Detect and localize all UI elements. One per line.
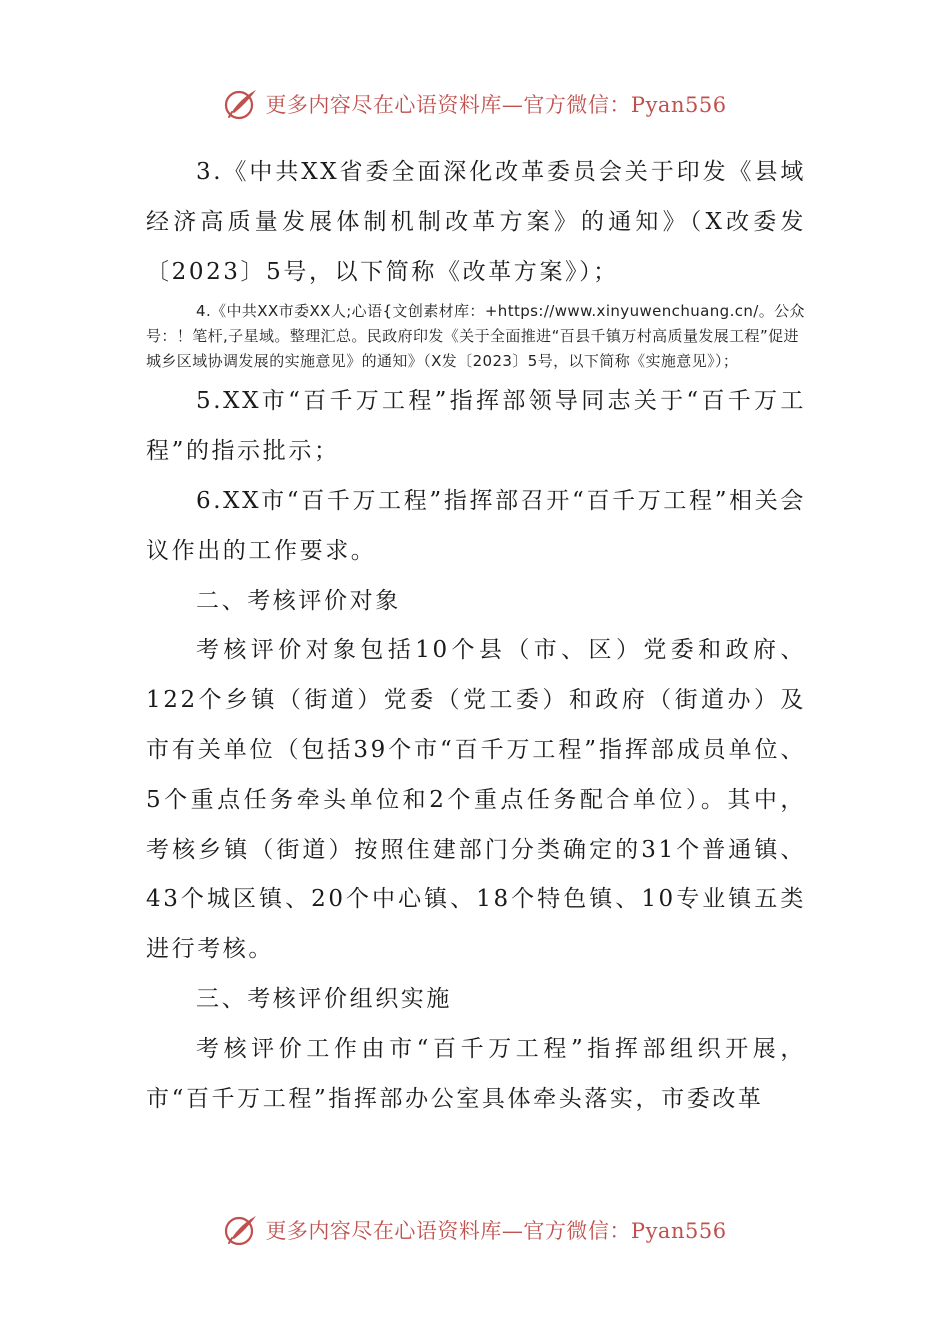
paragraph-item-4: 4.《中共XX市委XX人;心语{文创素材库：+https://www.xinyuwenchuang.cn/。公众号：！笔杆,子星域。整理汇总。民政府印发《关于全面推进“百县千镇万村高质量发展工程”促进城乡区域协调发展的实施意见》的通知》（X发〔2023〕5号，以下简称《实施意见》）； [146, 302, 805, 371]
document-body [146, 148, 806, 1124]
quill-logo-icon [223, 86, 259, 122]
paragraph-item-3: 3.《中共XX省委全面深化改革委员会关于印发《县域经济高质量发展体制机制改革方案》的通知》（X改委发〔2023〕5号，以下简称《改革方案》）； [146, 159, 806, 285]
watermark-text: 更多内容尽在心语资料库—官方微信：Pyan556 [265, 1219, 727, 1243]
paragraph-item-5: 5.XX市“百千万工程”指挥部领导同志关于“百千万工程”的指示批示； [146, 388, 806, 465]
watermark-text: 更多内容尽在心语资料库—官方微信：Pyan556 [265, 93, 727, 117]
section-heading-2: 二、考核评价对象 [196, 587, 401, 614]
quill-logo-icon [223, 1212, 259, 1248]
section-heading-3: 三、考核评价组织实施 [196, 985, 452, 1012]
paragraph-organization: 考核评价工作由市“百千万工程”指挥部组织开展，市“百千万工程”指挥部办公室具体牵头落实，市委改革 [146, 1035, 806, 1112]
header-watermark [0, 84, 950, 124]
paragraph-item-6: 6.XX市“百千万工程”指挥部召开“百千万工程”相关会议作出的工作要求。 [146, 487, 806, 564]
paragraph-assessment-objects: 考核评价对象包括10个县（市、区）党委和政府、122个乡镇（街道）党委（党工委）和政府（街道办）及市有关单位（包括39个市“百千万工程”指挥部成员单位、5个重点任务牵头单位和2个重点任务配合单位）。其中，考核乡镇（街道）按照住建部门分类确定的31个普通镇、43个城区镇、20个中心镇、18个特色镇、10专业镇五类进行考核。 [146, 637, 806, 963]
footer-watermark [0, 1210, 950, 1250]
